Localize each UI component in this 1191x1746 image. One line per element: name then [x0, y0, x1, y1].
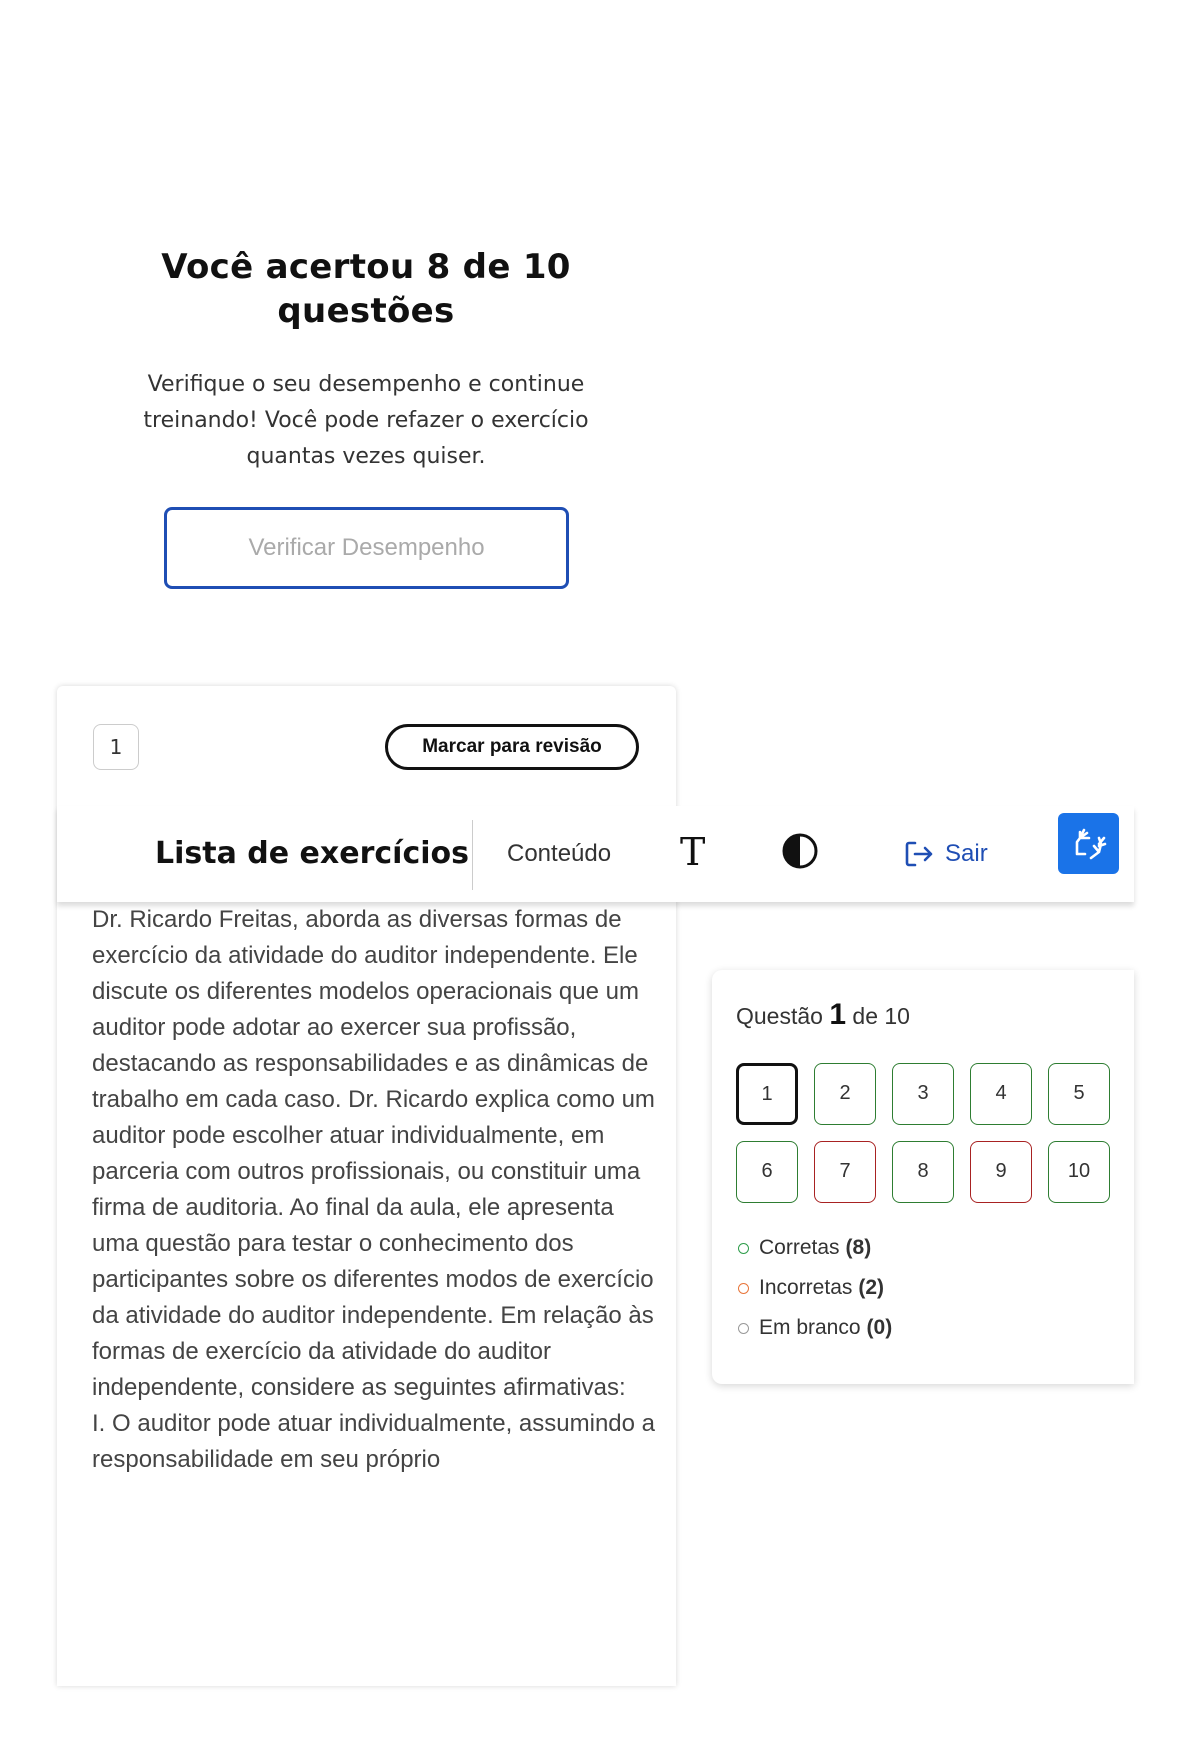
exit-label: Sair: [945, 840, 988, 867]
question-button-7[interactable]: 7: [814, 1141, 876, 1203]
legend-dot-icon: [738, 1243, 749, 1254]
question-number-badge: 1: [93, 724, 139, 770]
question-counter: [736, 998, 910, 1032]
legend-label: Corretas: [759, 1236, 840, 1259]
legend-label: Em branco: [759, 1316, 861, 1339]
question-counter-current: 1: [829, 998, 847, 1031]
content-link[interactable]: Conteúdo: [507, 840, 612, 867]
question-button-1[interactable]: 1: [736, 1063, 798, 1125]
legend-dot-icon: [738, 1283, 749, 1294]
contrast-icon[interactable]: [781, 832, 819, 870]
mark-for-review-button[interactable]: Marcar para revisão: [385, 724, 639, 770]
question-button-9[interactable]: 9: [970, 1141, 1032, 1203]
question-text: [92, 866, 662, 1746]
question-statement-1: I. O auditor pode atuar individualmente, assumindo a responsabilidade em seu próprio: [92, 1410, 656, 1473]
verify-performance-button[interactable]: Verificar Desempenho: [164, 507, 569, 589]
result-summary: [106, 245, 626, 475]
answer-legend: [736, 1228, 892, 1348]
legend-count: (8): [845, 1236, 872, 1259]
result-title: Você acertou 8 de 10 questões: [161, 247, 571, 331]
question-button-5[interactable]: 5: [1048, 1063, 1110, 1125]
question-counter-prefix: Questão: [736, 1003, 823, 1029]
exit-icon: [903, 838, 935, 870]
legend-count: (2): [858, 1276, 885, 1299]
navbar-divider: [472, 820, 473, 890]
page-title: Lista de exercícios: [155, 836, 469, 871]
question-button-10[interactable]: 10: [1048, 1141, 1110, 1203]
sign-language-hands-icon: [1069, 824, 1109, 864]
exit-button[interactable]: [903, 836, 988, 872]
question-navigator-panel: [712, 970, 1134, 1384]
question-body: Dr. Ricardo Freitas, aborda as diversas formas de exercício da atividade do auditor independente. Ele discute os diferentes modelos operacionais que um auditor pode adotar ao exercer sua profissão, destacando as responsabilidades e as dinâmicas de trabalho em cada caso. Dr. Ricardo explica como um auditor pode escolher atuar individualmente, em parceria com outros profissionais, ou constituir uma firma de auditoria. Ao final da aula, ele apresenta uma questão para testar o conhecimento dos participantes sobre os diferentes modos de exercício da atividade do auditor independente. Em relação às formas de exercício da atividade do auditor independente, considere as seguintes afirmativas:: [92, 906, 655, 1401]
question-button-8[interactable]: 8: [892, 1141, 954, 1203]
legend-item-em-branco: [736, 1308, 892, 1348]
text-size-icon[interactable]: T: [680, 830, 706, 874]
question-button-6[interactable]: 6: [736, 1141, 798, 1203]
question-button-4[interactable]: 4: [970, 1063, 1032, 1125]
question-button-3[interactable]: 3: [892, 1063, 954, 1125]
question-button-2[interactable]: 2: [814, 1063, 876, 1125]
result-subtitle: Verifique o seu desempenho e continue treinando! Você pode refazer o exercício quantas vezes quiser.: [143, 372, 589, 469]
libras-button[interactable]: [1058, 813, 1119, 874]
legend-count: (0): [866, 1316, 893, 1339]
legend-item-corretas: [736, 1228, 892, 1268]
legend-dot-icon: [738, 1323, 749, 1334]
legend-label: Incorretas: [759, 1276, 853, 1299]
question-counter-suffix: de 10: [852, 1003, 910, 1029]
legend-item-incorretas: [736, 1268, 892, 1308]
top-navbar: [57, 806, 1134, 902]
